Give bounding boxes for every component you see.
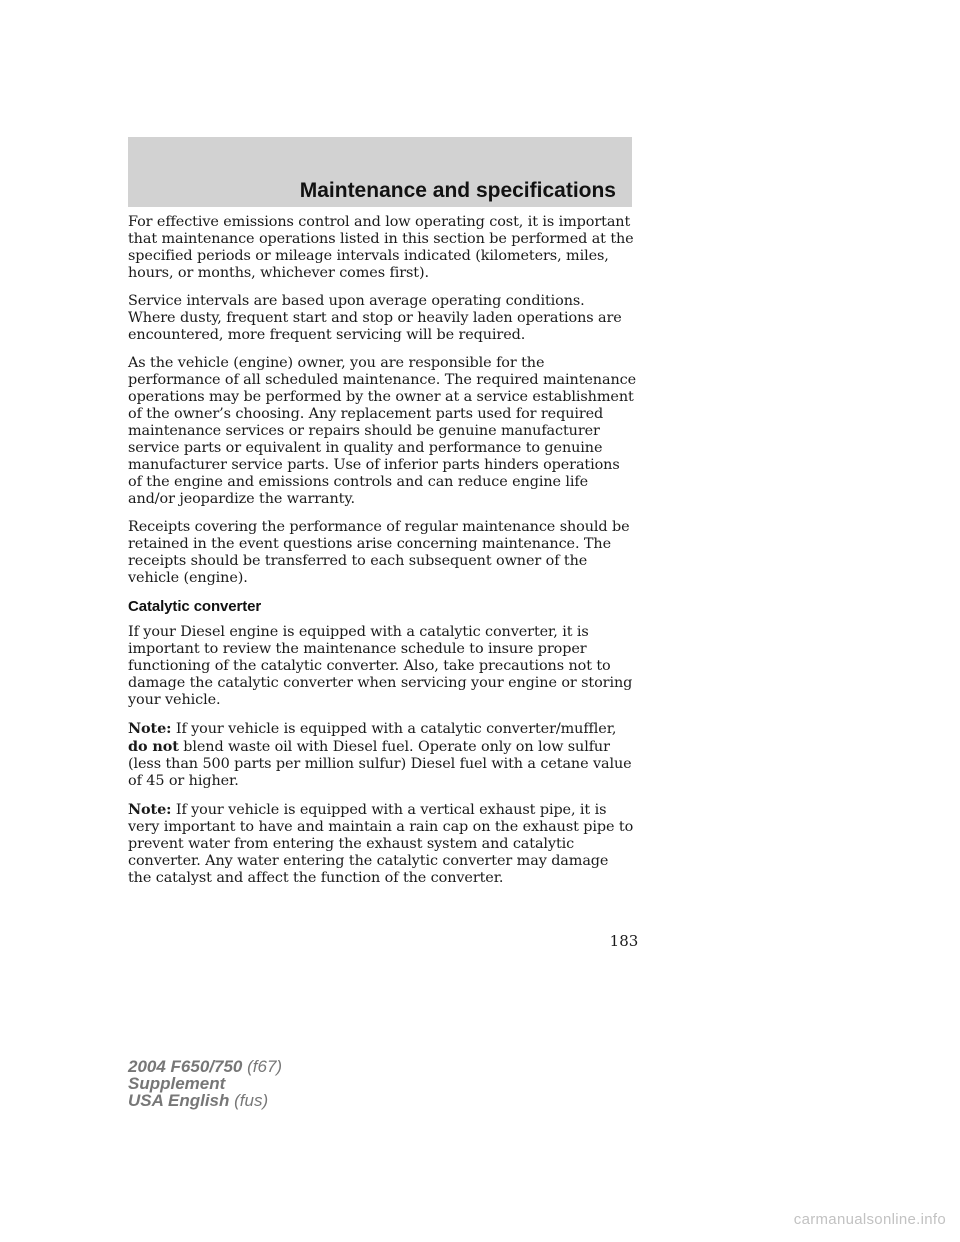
page-number: 183 — [609, 932, 639, 950]
footer-model-code: (f67) — [247, 1057, 283, 1076]
paragraph-service-intervals: Service intervals are based upon average operating conditions. Where dusty, frequent start and stop or heavily laden operations are encountered, more frequent servicing will be required. — [128, 293, 622, 343]
document-footer — [128, 1058, 282, 1109]
footer-doc-type: Supplement — [128, 1074, 226, 1093]
footer-model: 2004 F650/750 — [128, 1057, 243, 1076]
section-title: Maintenance and specifications — [299, 179, 616, 202]
note-text: blend waste oil with Diesel fuel. Operate only on low sulfur (less than 500 parts per million sulfur) Diesel fuel with a cetane value of 45 or higher. — [128, 739, 632, 789]
footer-model-line — [128, 1058, 282, 1075]
footer-language-line — [128, 1092, 282, 1109]
section-header-band — [128, 137, 632, 207]
note-label: Note: — [128, 801, 172, 818]
paragraph-emissions-control: For effective emissions control and low operating cost, it is important that maintenance operations listed in this section be performed at the specified periods or mileage intervals indicated (kilometers, miles, hours, or months, whichever comes first). — [128, 214, 634, 281]
note-exhaust-pipe — [128, 801, 636, 887]
paragraph-receipts: Receipts covering the performance of regular maintenance should be retained in the event questions arise concerning maintenance. The receipts should be transferred to each subsequent owner of the vehicle (engine). — [128, 519, 630, 586]
footer-language-code: (fus) — [234, 1091, 269, 1110]
note-emphasis: do not — [128, 738, 179, 755]
note-waste-oil — [128, 720, 636, 790]
note-label: Note: — [128, 720, 172, 737]
paragraph-owner-responsibility: As the vehicle (engine) owner, you are responsible for the performance of all scheduled maintenance. The required maintenance operations may be performed by the owner at a service establishment of the owner’s choosing. Any replacement parts used for required maintenance services or repairs should be genuine manufacturer service parts or equivalent in quality and performance to genuine manufacturer service parts. Use of inferior parts hinders operations of the engine and emissions controls and can reduce engine life and/or jeopardize the warranty. — [128, 355, 636, 507]
note-text: If your vehicle is equipped with a catalytic converter/muffler, — [175, 721, 617, 737]
footer-language: USA English — [128, 1091, 230, 1110]
note-text: If your vehicle is equipped with a vertical exhaust pipe, it is very important to have and maintain a rain cap on the exhaust pipe to prevent water from entering the exhaust system and catalytic converter. Any water entering the catalytic converter may damage the catalyst and affect the function of the converter. — [128, 802, 634, 886]
site-watermark: carmanualsonline.info — [793, 1211, 946, 1228]
paragraph-catalytic-converter: If your Diesel engine is equipped with a catalytic converter, it is important to review the maintenance schedule to insure proper functioning of the catalytic converter. Also, take precautions not to damage the catalytic converter when servicing your engine or storing your vehicle. — [128, 624, 633, 708]
page-content — [128, 214, 636, 898]
heading-catalytic-converter: Catalytic converter — [128, 598, 262, 615]
